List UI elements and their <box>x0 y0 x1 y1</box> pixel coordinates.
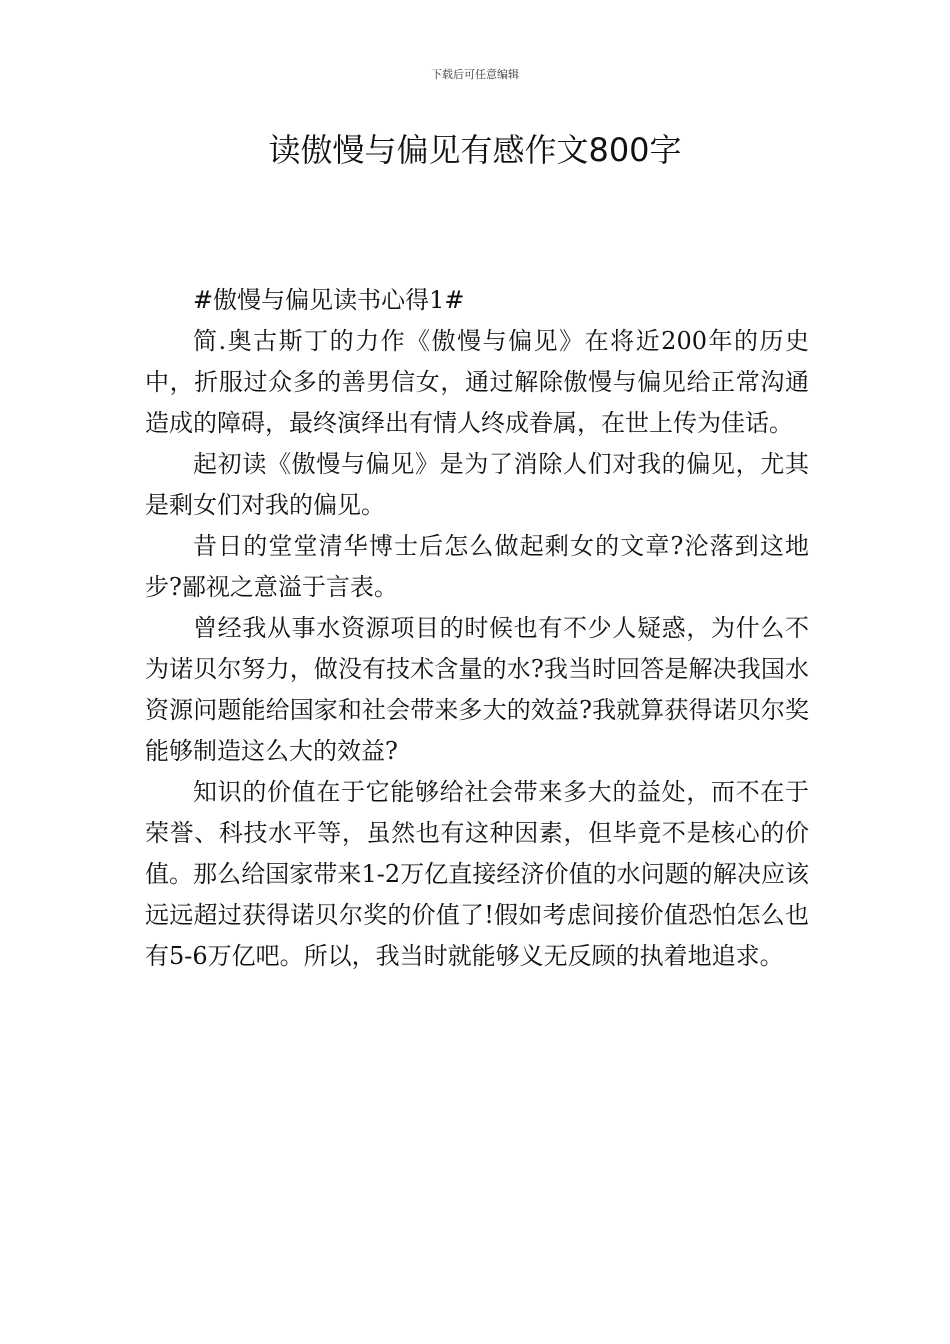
paragraph-3: 昔日的堂堂清华博士后怎么做起剩女的文章?沦落到这地步?鄙视之意溢于言表。 <box>145 532 809 601</box>
paragraph-2: 起初读《傲慢与偏见》是为了消除人们对我的偏见，尤其是剩女们对我的偏见。 <box>145 450 809 519</box>
paragraph-1: 简.奥古斯丁的力作《傲慢与偏见》在将近200年的历史中，折服过众多的善男信女，通过解除傲慢与偏见给正常沟通造成的障碍，最终演绎出有情人终成眷属，在世上传为佳话。 <box>145 327 809 437</box>
header-note: 下载后可任意编辑 <box>431 68 519 81</box>
document-title: 读傲慢与偏见有感作文800字 <box>268 131 682 169</box>
paragraph-5: 知识的价值在于它能够给社会带来多大的益处，而不在于荣誉、科技水平等，虽然也有这种因素，但毕竟不是核心的价值。那么给国家带来1-2万亿直接经济价值的水问题的解决应该远远超过获得诺贝尔奖的价值了!假如考虑间接价值恐怕怎么也有5-6万亿吧。所以，我当时就能够义无反顾的执着地追求。 <box>145 778 809 970</box>
paragraph-4: 曾经我从事水资源项目的时候也有不少人疑惑，为什么不为诺贝尔努力，做没有技术含量的水?我当时回答是解决我国水资源问题能给国家和社会带来多大的效益?我就算获得诺贝尔奖能够制造这么大的效益? <box>145 614 809 765</box>
document-body <box>145 280 809 977</box>
section-heading: #傲慢与偏见读书心得1# <box>193 286 465 314</box>
